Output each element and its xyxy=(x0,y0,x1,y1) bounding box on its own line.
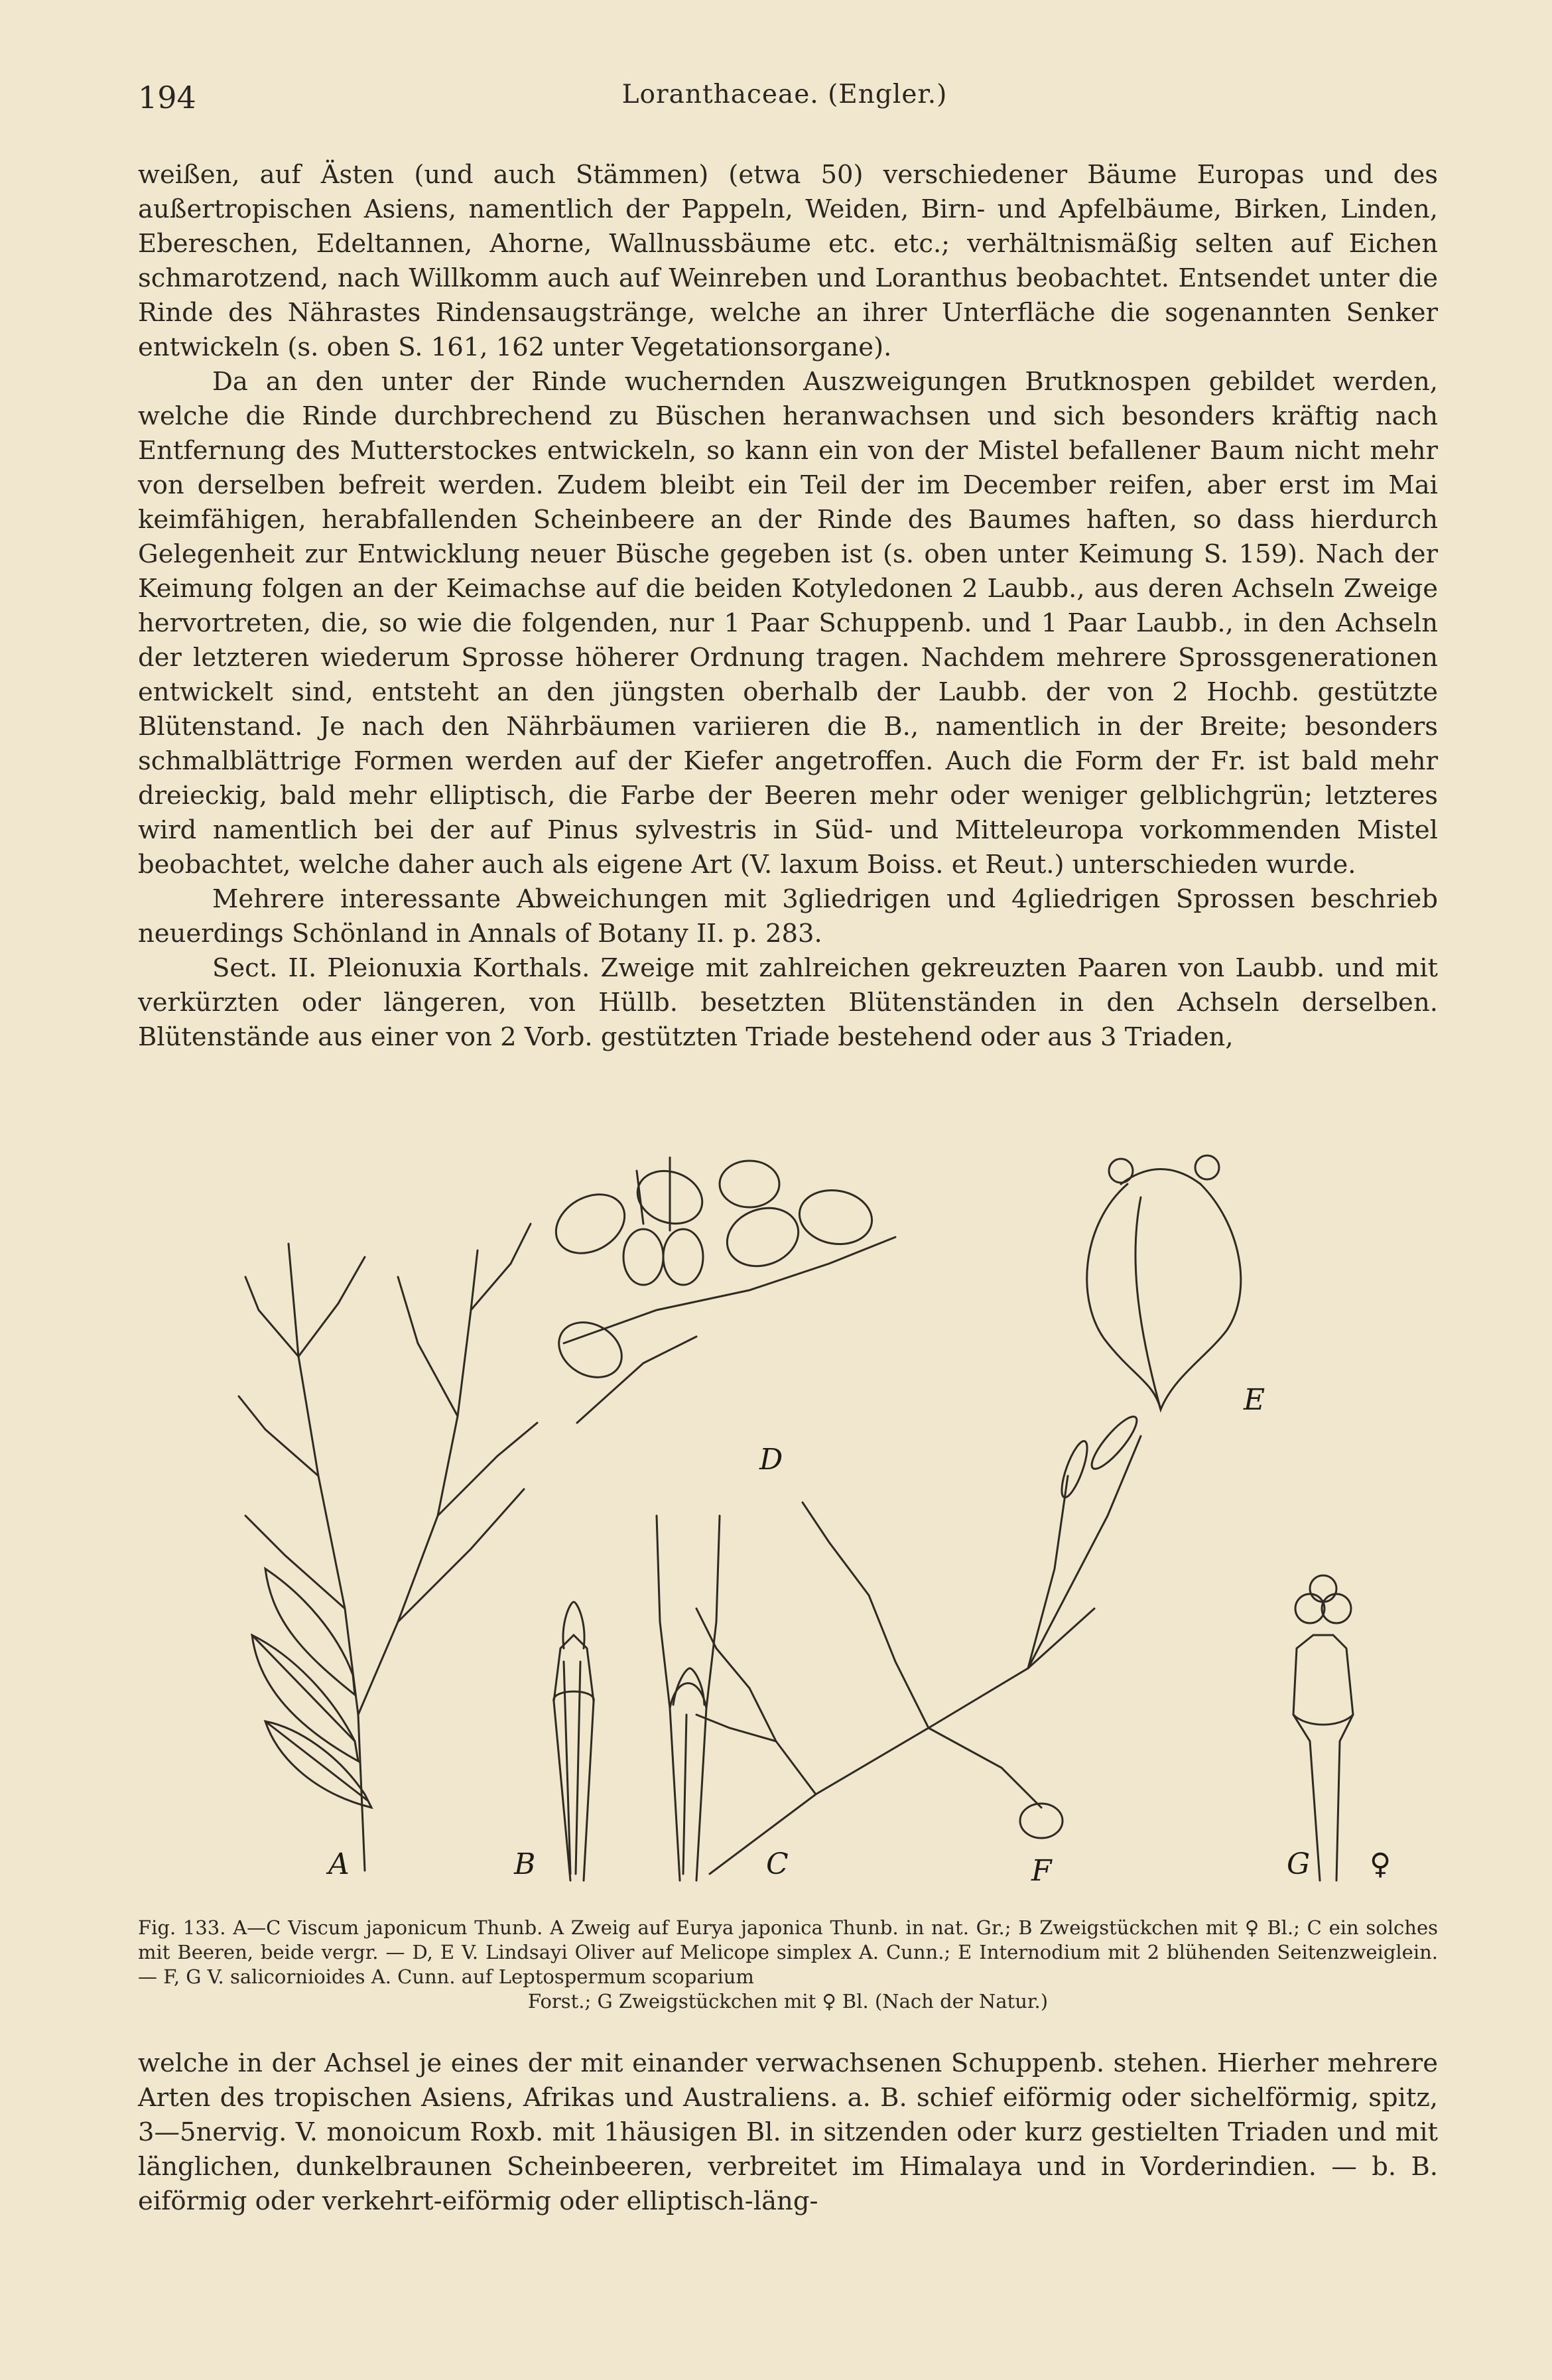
figure-label-b: B xyxy=(514,1847,536,1881)
body-text-top xyxy=(138,158,1438,1055)
figure-label-f: F xyxy=(1031,1854,1052,1884)
paragraph: Sect. II. Pleionuxia Korthals. Zweige mit zahlreichen gekreuzten Paaren von Laubb. und mit verkürzten oder längeren, von Hüllb. besetzten Blütenständen in den Achseln derselben. Blütenstände aus einer von 2 Vorb. gestützten Triade bestehend oder aus 3 Triaden, xyxy=(138,953,1438,1052)
panel-c-twig-with-berries xyxy=(657,1516,720,1881)
page-number: 194 xyxy=(138,80,196,115)
panel-d-viscum-lindsayi-branch xyxy=(545,1157,895,1423)
figure-label-g: G xyxy=(1287,1847,1311,1881)
caption-main: Fig. 133. A—C Viscum japonicum Thunb. A Zweig auf Eurya japonica Thunb. in nat. Gr.; B Zweigstückchen mit ♀ Bl.; C ein solches mit Beeren, beide vergr. — D, E V. Lindsayi Oliver auf Melicope simplex A. Cunn.; E Internodium mit 2 blühenden Seitenzweiglein. — F, G V. salicornioides A. Cunn. auf Leptospermum scoparium xyxy=(138,1916,1438,1988)
panel-f-viscum-salicornioides xyxy=(696,1412,1143,1874)
figure-label-a: A xyxy=(328,1847,350,1881)
page-header xyxy=(138,80,1431,126)
running-title: Loranthaceae. (Engler.) xyxy=(621,80,948,109)
figure-133-illustration xyxy=(166,1144,1443,1884)
figure-label-c: C xyxy=(766,1847,789,1881)
figure-label-d: D xyxy=(759,1443,783,1477)
figure-label-e: E xyxy=(1244,1383,1265,1417)
panel-a-viscum-branch xyxy=(239,1224,537,1871)
paragraph: welche in der Achsel je eines der mit einander verwachsenen Schuppenb. stehen. Hierher mehrere Arten des tropischen Asiens, Afrikas und Australiens. a. B. schief eiförmig oder sichelförmig, spitz, 3—5nervig. V. monoicum Roxb. mit 1häusigen Bl. in sitzenden oder kurz gestielten Triaden und mit länglichen, dunkelbraunen Scheinbeeren, verbreitet im Himalaya und in Vorderindien. — b. B. eiförmig oder verkehrt-eiförmig oder elliptisch-läng- xyxy=(138,2048,1438,2216)
panel-e-internodium xyxy=(1087,1156,1241,1410)
caption-last-line: Forst.; G Zweigstückchen mit ♀ Bl. (Nach der Natur.) xyxy=(527,1990,1049,2013)
panel-b-twig-with-flower xyxy=(554,1602,594,1881)
figure-panel-labels xyxy=(326,1383,1391,1884)
paragraph: weißen, auf Ästen (und auch Stämmen) (etwa 50) verschiedener Bäume Europas und des außertropischen Asiens, namentlich der Pappeln, Weiden, Birn- und Apfelbäume, Birken, Linden, Ebereschen, Edeltannen, Ahorne, Wallnussbäume etc. etc.; verhältnismäßig selten auf Eichen schmarotzend, nach Willkomm auch auf Weinreben und Loranthus beobachtet. Entsendet unter die Rinde des Nährastes Rindensaugstränge, welche an ihrer Unterfläche die sogenannten Senker entwickeln (s. oben S. 161, 162 unter Vegetationsorgane). xyxy=(138,160,1438,362)
figure-label-female-symbol: ♀ xyxy=(1370,1847,1391,1881)
body-text-bottom xyxy=(138,2046,1438,2219)
panel-g-twig-with-flower xyxy=(1293,1575,1353,1881)
paragraph: Mehrere interessante Abweichungen mit 3gliedrigen und 4gliedrigen Sprossen beschrieb neuerdings Schönland in Annals of Botany II. p. 283. xyxy=(138,884,1438,949)
paragraph: Da an den unter der Rinde wuchernden Auszweigungen Brutknospen gebildet werden, welche die Rinde durchbrechend zu Büschen heranwachsen und sich besonders kräftig nach Entfernung des Mutterstockes entwickeln, so kann ein von der Mistel befallener Baum nicht mehr von derselben befreit werden. Zudem bleibt ein Teil der im December reifen, aber erst im Mai keimfähigen, herabfallenden Scheinbeere an der Rinde des Baumes haften, so dass hierdurch Gelegenheit zur Entwicklung neuer Büsche gegeben ist (s. oben unter Keimung S. 159). Nach der Keimung folgen an der Keimachse auf die beiden Kotyledonen 2 Laubb., aus deren Achseln Zweige hervortreten, die, so wie die folgenden, nur 1 Paar Schuppenb. und 1 Paar Laubb., in den Achseln der letzteren wiederum Sprosse höherer Ordnung tragen. Nachdem mehrere Sprossgenerationen entwickelt sind, entsteht an den jüngsten oberhalb der Laubb. der von 2 Hochb. gestützte Blütenstand. Je nach den Nährbäumen variieren die B., namentlich in der Breite; besonders schmalblättrige Formen werden auf der Kiefer angetroffen. Auch die Form der Fr. ist bald mehr dreieckig, bald mehr elliptisch, die Farbe der Beeren mehr oder weniger gelblichgrün; letzteres wird namentlich bei der auf Pinus sylvestris in Süd- und Mitteleuropa vorkommenden Mistel beobachtet, welche daher auch als eigene Art (V. laxum Boiss. et Reut.) unterschieden wurde. xyxy=(138,367,1438,880)
figure-caption xyxy=(138,1916,1438,2014)
